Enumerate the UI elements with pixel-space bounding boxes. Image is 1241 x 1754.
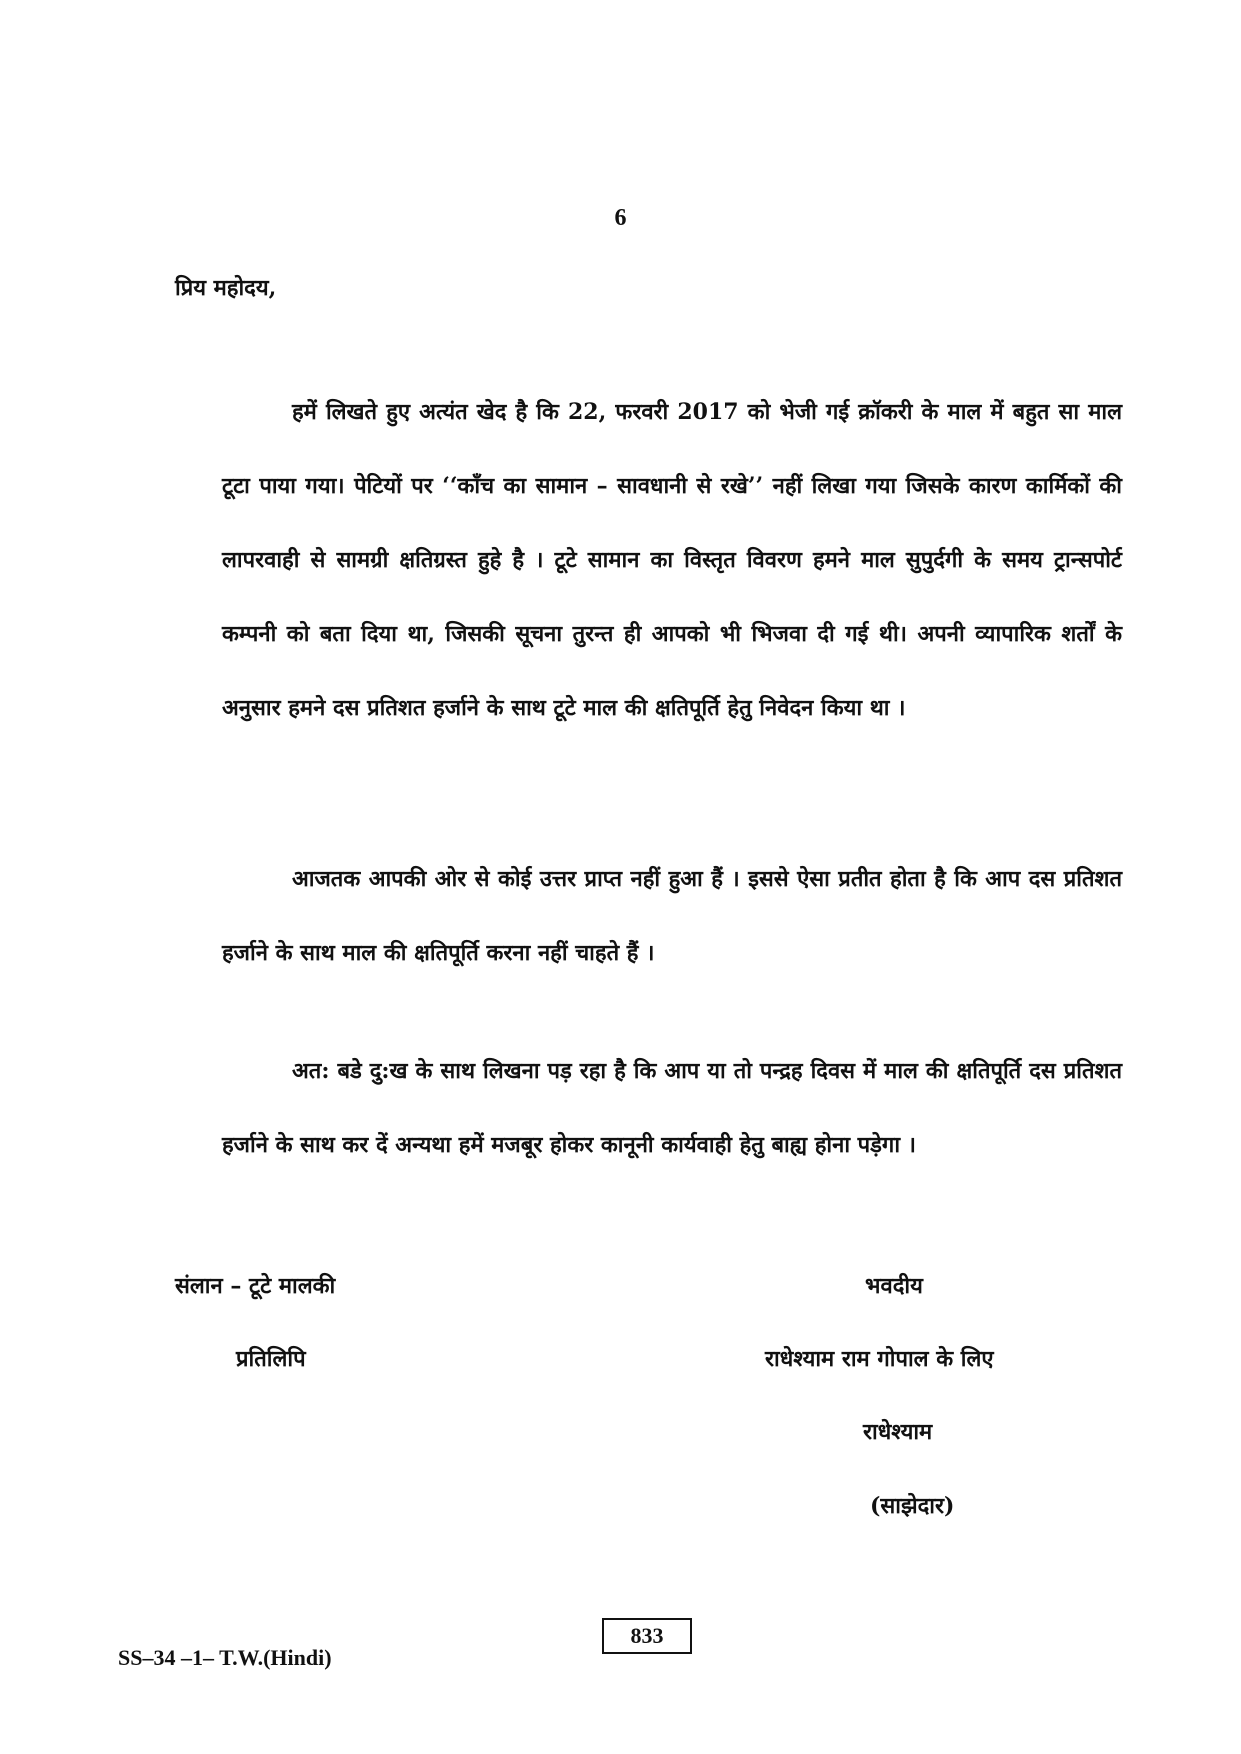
complimentary-close: भवदीय	[865, 1273, 923, 1299]
enclosure-copy-label: प्रतिलिपि	[236, 1346, 306, 1372]
page-number: 6	[614, 205, 627, 231]
salutation: प्रिय महोदय,	[175, 275, 277, 301]
body-paragraph-2: आजतक आपकी ओर से कोई उत्तर प्राप्त नहीं हुआ हैं । इससे ऐसा प्रतीत होता है कि आप दस प्रतिशत हर्जाने के साथ माल की क्षतिपूर्ति करना नहीं चाहते हैं ।	[222, 866, 1122, 966]
footer-exam-code: SS–34 –1– T.W.(Hindi)	[118, 1645, 332, 1670]
body-paragraph-3: अत: बडे दु:ख के साथ लिखना पड़ रहा है कि आप या तो पन्द्रह दिवस में माल की क्षतिपूर्ति दस प्रतिशत हर्जाने के साथ कर दें अन्यथा हमें मजबूर होकर कानूनी कार्यवाही हेतु बाह्य होना पड़ेगा ।	[222, 1058, 1122, 1158]
firm-name: राधेश्याम राम गोपाल के लिए	[765, 1346, 994, 1372]
body-paragraph-1: हमें लिखते हुए अत्यंत खेद है कि 22, फरवरी 2017 को भेजी गई क्रॉकरी के माल में बहुत सा माल टूटा पाया गया। पेटियों पर ‘‘काँच का सामान – सावधानी से रखे’’ नहीं लिखा गया जिसके कारण कार्मिकों की लापरवाही से सामग्री क्षतिग्रस्त हुहे है । टूटे सामान का विस्तृत विवरण हमने माल सुपुर्दगी के समय ट्रान्सपोर्ट कम्पनी को बता दिया था, जिसकी सूचना तुरन्त ही आपको भी भिजवा दी गई थी। अपनी व्यापारिक शर्तों के अनुसार हमने दस प्रतिशत हर्जाने के साथ टूटे माल की क्षतिपूर्ति हेतु निवेदन किया था ।	[222, 399, 1122, 721]
signatory-name: राधेश्याम	[863, 1419, 933, 1445]
enclosure-label: संलान – टूटे मालकी	[175, 1273, 336, 1299]
signatory-designation: (साझेदार)	[870, 1493, 955, 1519]
footer-page-box: 833	[602, 1618, 692, 1654]
